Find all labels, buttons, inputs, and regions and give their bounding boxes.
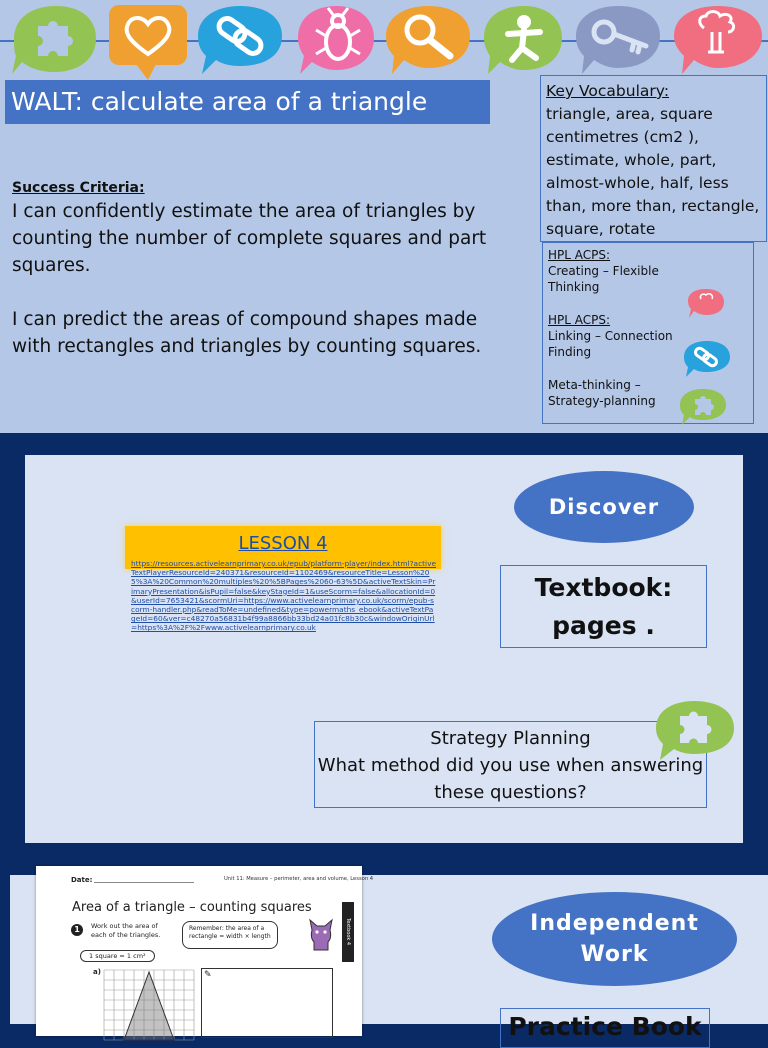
brain-icon	[685, 287, 727, 321]
lesson-url-link[interactable]: https://resources.activelearnprimary.co.uk/epub/platform-player/index.html?activeTextPlayerResourceId=240371&resourceId=1102469&resourceTitle=Lesson%205%3A%20Common%20multiples%20%5BPages%2060-63%5D&activeTextSkin=PrimaryPresentation&isPupil=false&keyStageId=1&useScorm=false&allocationId=0&userId=7653421&scormUri=https://www.activelearnprimary.co.uk/scorm/epub-scorm-handler.php&readToMe=undefined&type=powermaths_ebook&activeTextPageId=60&ver=c48270a56831b4f99a8866bb33bd24a01fc8b30c&windowOriginUrl=https%3A%2F%2Fwww.activelearnprimary.co.uk	[131, 559, 437, 633]
chain-link-icon	[681, 339, 733, 379]
brain-icon	[668, 2, 766, 80]
strategy-planning-box	[314, 721, 707, 808]
hpl-item	[548, 377, 698, 409]
part-label: a)	[93, 968, 101, 976]
hpl-acps-box	[542, 242, 754, 424]
independent-work-badge: Independent Work	[492, 892, 737, 986]
question-number: 1	[71, 924, 83, 936]
key-vocabulary-box	[540, 75, 767, 242]
worksheet-date-line	[94, 882, 194, 883]
thinking-icons-row	[0, 0, 768, 82]
worksheet-title: Area of a triangle – counting squares	[72, 900, 312, 915]
criterion-1: I can confidently estimate the area of triangles by counting the number of complete squares and part squares.	[12, 201, 487, 276]
hpl-heading: HPL ACPS:	[548, 313, 611, 327]
vocab-heading: Key Vocabulary:	[546, 82, 670, 100]
person-icon	[478, 2, 568, 80]
lesson-link[interactable]: LESSON 4	[238, 533, 328, 554]
walt-banner: WALT: calculate area of a triangle	[5, 80, 490, 124]
slide-discover	[25, 455, 743, 843]
slide-walt	[0, 0, 768, 433]
worksheet-thumbnail	[36, 866, 374, 1036]
hpl-text: Linking – Connection Finding	[548, 329, 673, 359]
textbook-label: Textbook:	[534, 572, 673, 602]
worksheet-instruction: Work out the area of each of the triangles.	[91, 922, 161, 939]
puzzle-icon	[677, 387, 729, 427]
textbook-pages-box	[500, 565, 707, 648]
key-icon	[570, 2, 666, 80]
practice-book-box: Practice Book	[500, 1008, 710, 1048]
strategy-heading: Strategy Planning	[430, 728, 591, 749]
worksheet-unit: Unit 11: Measure – perimeter, area and volume, Lesson 4	[224, 876, 374, 882]
criterion-2: I can predict the areas of compound shapes made with rectangles and triangles by counting squares.	[12, 309, 482, 357]
puzzle-icon	[652, 698, 738, 762]
hpl-heading: HPL ACPS:	[548, 248, 611, 262]
chain-link-icon	[192, 2, 288, 80]
hpl-item	[548, 247, 708, 295]
puzzle-icon	[4, 2, 104, 80]
bug-icon	[292, 2, 378, 80]
worksheet-date-label: Date:	[71, 876, 93, 884]
strategy-question: What method did you use when answering these questions?	[317, 755, 704, 803]
hpl-text: Meta-thinking – Strategy-planning	[548, 378, 656, 408]
discover-badge: Discover	[514, 471, 694, 543]
pencil-icon: ✎	[204, 970, 212, 980]
success-criteria-heading: Success Criteria:	[12, 180, 145, 196]
success-criteria	[12, 178, 522, 360]
triangle-grid	[104, 970, 194, 1040]
unit-key: 1 square = 1 cm²	[80, 950, 155, 962]
magnifier-icon	[380, 2, 476, 80]
cat-icon	[304, 916, 338, 952]
reminder-bubble: Remember: the area of a rectangle = width × length	[182, 921, 278, 949]
vocab-list: triangle, area, square centimetres (cm2 ), estimate, whole, part, almost-whole, half, less than, more than, rectangle, square, rotate	[546, 105, 760, 238]
slide-independent-work	[10, 875, 768, 1041]
answer-box	[201, 968, 333, 1038]
worksheet-side-tab: Textbook 4	[342, 902, 354, 962]
hpl-text: Creating – Flexible Thinking	[548, 264, 659, 294]
textbook-pages: pages .	[552, 610, 655, 640]
heart-icon	[106, 2, 190, 82]
